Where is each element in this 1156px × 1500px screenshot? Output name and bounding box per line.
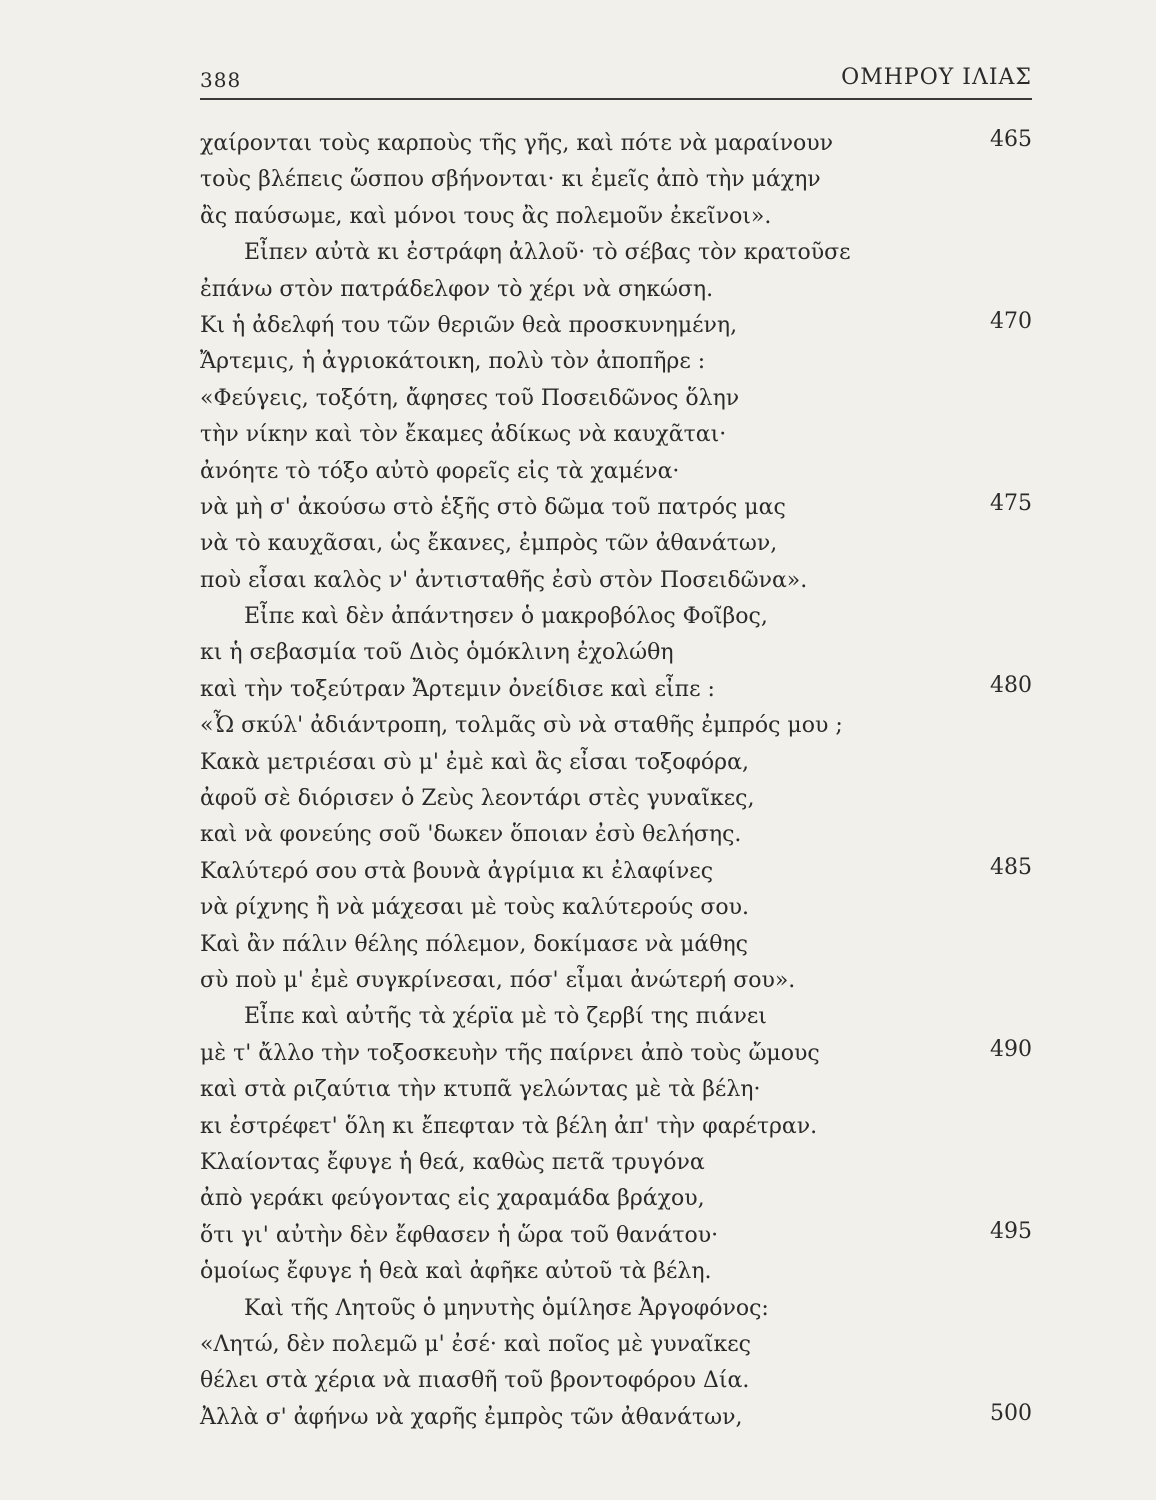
verse-text: «Λητώ, δὲν πολεμῶ μ' ἐσέ· καὶ ποῖος μὲ γυναῖκες [200,1331,751,1357]
verse-line [200,1400,1032,1436]
verse-text: ἀφοῦ σὲ διόρισεν ὁ Ζεὺς λεοντάρι στὲς γυναῖκες, [200,786,755,812]
verse-line [200,126,1032,162]
verse-text: τοὺς βλέπεις ὥσπου σβήνονται· κι ἐμεῖς ἀπὸ τὴν μάχην [200,167,821,193]
verse-text: Καλύτερό σου στὰ βουνὰ ἀγρίμια κι ἐλαφίνες [200,858,714,884]
verse-line [200,1254,1032,1290]
line-number: 500 [990,1400,1032,1426]
verse-text: ὁμοίως ἔφυγε ἡ θεὰ καὶ ἀφῆκε αὐτοῦ τὰ βέλη. [200,1259,712,1285]
verse-line [200,745,1032,781]
verse-text: «Ὦ σκύλ' ἀδιάντροπη, τολμᾶς σὺ νὰ σταθῆς ἐμπρός μου ; [200,713,843,739]
verse-line [200,781,1032,817]
verse-text: ἀνόητε τὸ τόξο αὐτὸ φορεῖς εἰς τὰ χαμένα· [200,458,680,484]
verse-text: Εἶπε καὶ δὲν ἀπάντησεν ὁ μακροβόλος Φοῖβος, [244,604,768,630]
header-rule [200,98,1032,100]
verse-line [200,854,1032,890]
verse-line [200,1291,1032,1327]
verse-line [200,417,1032,453]
page-header [200,60,1032,100]
verse-line [200,344,1032,380]
verse-text: Εἶπεν αὐτὰ κι ἐστράφη ἀλλοῦ· τὸ σέβας τὸν κρατοῦσε [244,240,851,266]
verse-text: νὰ ρίχνης ἢ νὰ μάχεσαι μὲ τοὺς καλύτερούς σου. [200,895,749,921]
verse-text: Καὶ τῆς Λητοῦς ὁ μηνυτὴς ὁμίλησε Ἀργοφόνος: [244,1295,769,1321]
line-number: 465 [990,127,1032,152]
verse-line [200,1181,1032,1217]
line-number: 480 [990,672,1032,698]
line-number: 470 [990,308,1032,334]
verse-text: ὅτι γι' αὐτὴν δὲν ἔφθασεν ἡ ὥρα τοῦ θανάτου· [200,1222,719,1248]
verse-line [200,235,1032,271]
verse-text: «Φεύγεις, τοξότη, ἄφησες τοῦ Ποσειδῶνος ὅλην [200,385,740,411]
verse-line [200,1218,1032,1254]
verse-text: ἐπάνω στὸν πατράδελφον τὸ χέρι νὰ σηκώση. [200,276,714,302]
verse-text: ποὺ εἶσαι καλὸς ν' ἀντισταθῆς ἐσὺ στὸν Ποσειδῶνα». [200,567,808,593]
verse-text: ἀπὸ γεράκι φεύγοντας εἰς χαραμάδα βράχου, [200,1186,705,1212]
verse-line [200,199,1032,235]
verse-text: Κλαίοντας ἔφυγε ἡ θεά, καθὼς πετᾶ τρυγόνα [200,1149,705,1175]
verse-text: κι ἐστρέφετ' ὅλη κι ἔπεφταν τὰ βέλη ἀπ' τὴν φαρέτραν. [200,1113,818,1139]
verse-line [200,1363,1032,1399]
line-number: 485 [990,854,1032,880]
verse-line [200,708,1032,744]
verse-text: θέλει στὰ χέρια νὰ πιασθῆ τοῦ βροντοφόρου Δία. [200,1368,750,1394]
verse-text: μὲ τ' ἄλλο τὴν τοξοσκευὴν τῆς παίρνει ἀπὸ τοὺς ὤμους [200,1040,820,1066]
verse-line [200,1327,1032,1363]
verse-line [200,490,1032,526]
verse-line [200,599,1032,635]
verse-text: Κακὰ μετριέσαι σὺ μ' ἐμὲ καὶ ἂς εἶσαι τοξοφόρα, [200,749,749,775]
verse-text: καὶ στὰ ριζαύτια τὴν κτυπᾶ γελώντας μὲ τὰ βέλη· [200,1077,761,1103]
verse-text: Εἶπε καὶ αὐτῆς τὰ χέρϊα μὲ τὸ ζερβί της πιάνει [244,1004,767,1030]
verse-text: καὶ τὴν τοξεύτραν Ἄρτεμιν ὀνείδισε καὶ εἶπε : [200,676,715,702]
page-number: 388 [200,68,242,92]
verse-text: χαίρονται τοὺς καρποὺς τῆς γῆς, καὶ πότε νὰ μαραίνουν [200,131,834,156]
verse-line [200,1145,1032,1181]
verse-line [200,563,1032,599]
verse-line [200,635,1032,671]
line-number: 495 [990,1218,1032,1244]
line-number: 490 [990,1036,1032,1062]
verse-text: ἂς παύσωμε, καὶ μόνοι τους ἂς πολεμοῦν ἐκεῖνοι». [200,203,772,229]
verse-line [200,526,1032,562]
verse-text: κι ἡ σεβασμία τοῦ Διὸς ὁμόκλινη ἐχολώθη [200,640,674,666]
verse-text: Ἀλλὰ σ' ἀφήνω νὰ χαρῆς ἐμπρὸς τῶν ἀθανάτων, [200,1404,743,1430]
verse-text: νὰ μὴ σ' ἀκούσω στὸ ἑξῆς στὸ δῶμα τοῦ πατρός μας [200,494,786,520]
verse-text: Ἄρτεμις, ἡ ἀγριοκάτοικη, πολὺ τὸν ἀποπῆρε : [200,349,706,375]
verse-line [200,1036,1032,1072]
verse-line [200,817,1032,853]
verse-line [200,927,1032,963]
verse-line [200,890,1032,926]
line-number: 475 [990,490,1032,516]
verse-line [200,963,1032,999]
verse-line [200,272,1032,308]
verse-line [200,672,1032,708]
verse-block [200,126,1032,1436]
verse-text: Καὶ ἂν πάλιν θέλης πόλεμον, δοκίμασε νὰ μάθης [200,931,748,957]
verse-text: σὺ ποὺ μ' ἐμὲ συγκρίνεσαι, πόσ' εἶμαι ἀνώτερή σου». [200,967,796,993]
verse-line [200,454,1032,490]
verse-line [200,381,1032,417]
verse-text: Κι ἡ ἀδελφή του τῶν θεριῶν θεὰ προσκυνημένη, [200,312,738,338]
verse-line [200,1072,1032,1108]
verse-text: τὴν νίκην καὶ τὸν ἔκαμες ἀδίκως νὰ καυχᾶται· [200,422,727,448]
verse-line [200,1109,1032,1145]
verse-line [200,162,1032,198]
verse-line [200,308,1032,344]
verse-line [200,999,1032,1035]
running-title: ΟΜΗΡΟΥ ΙΛΙΑΣ [841,65,1032,90]
verse-text: καὶ νὰ φονεύης σοῦ 'δωκεν ὅποιαν ἐσὺ θελήσης. [200,822,742,848]
verse-text: νὰ τὸ καυχᾶσαι, ὡς ἔκανες, ἐμπρὸς τῶν ἀθανάτων, [200,531,778,557]
